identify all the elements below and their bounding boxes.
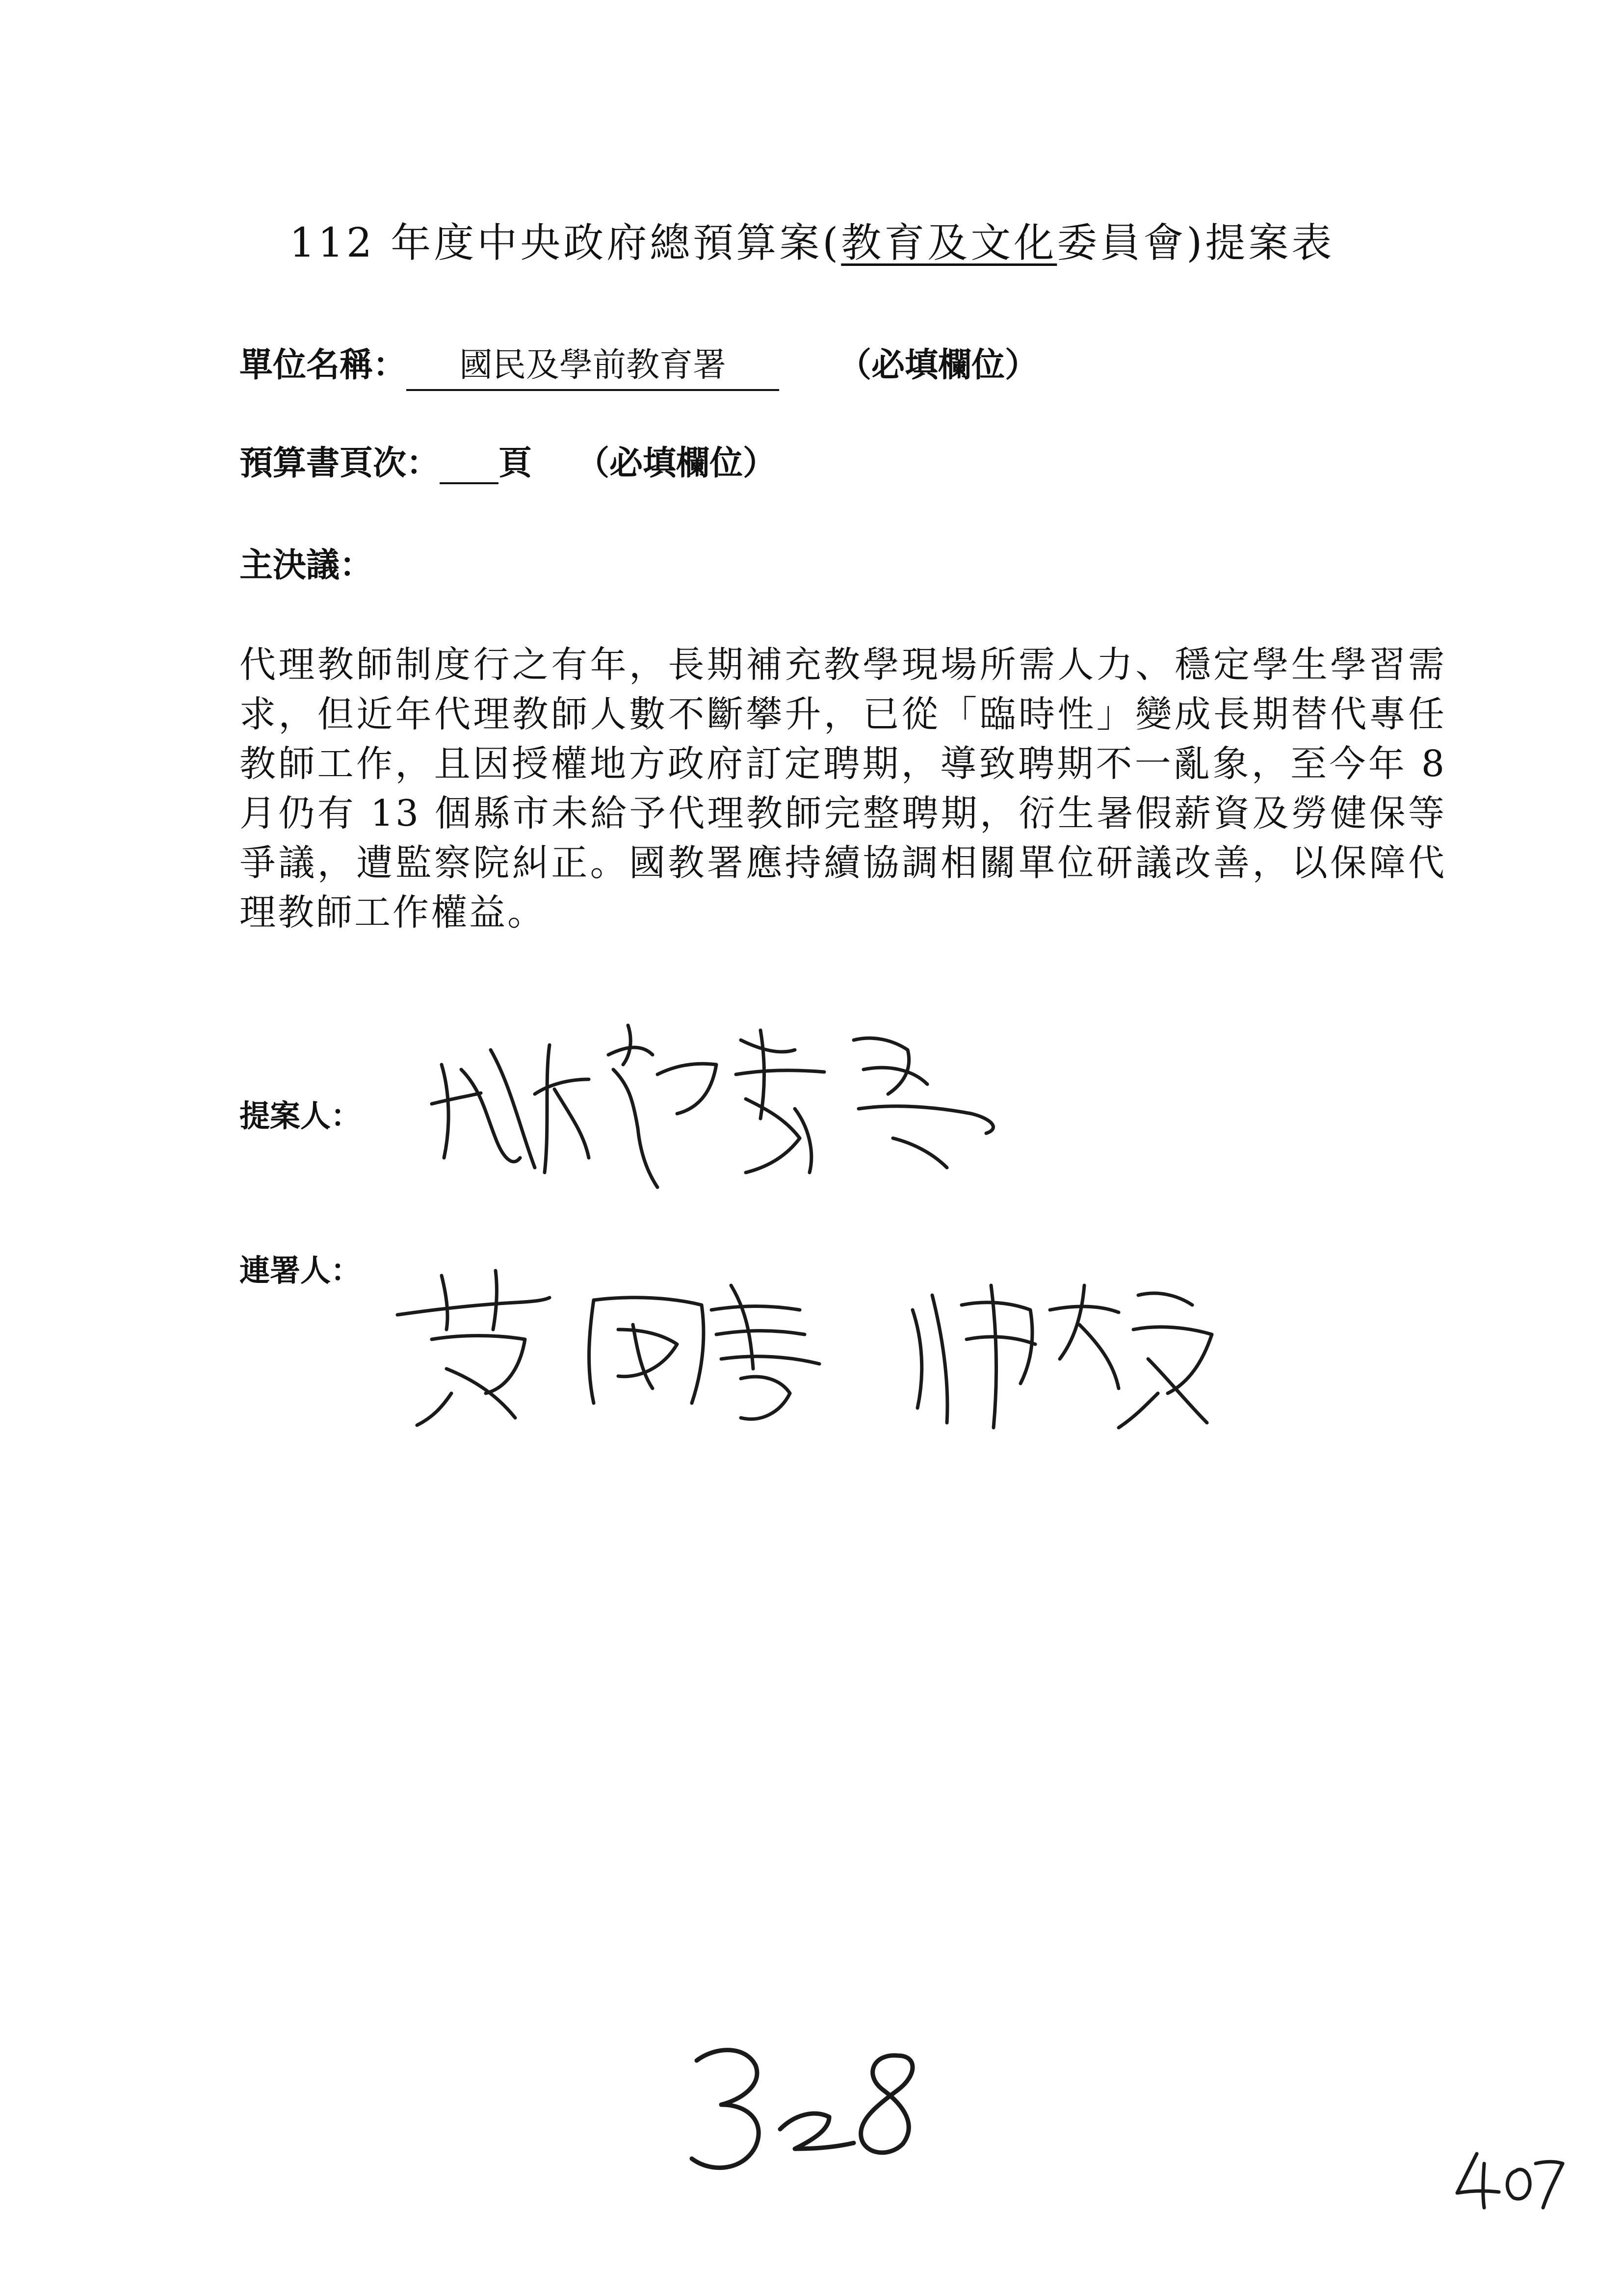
title-suffix: 委員會)提案表 <box>1057 220 1335 266</box>
proposer-signature <box>422 1011 1079 1217</box>
budget-page-field <box>239 437 776 484</box>
budget-page-value <box>440 444 498 484</box>
unit-name-label: 單位名稱： <box>239 346 407 385</box>
unit-name-required-note: （必填欄位） <box>838 346 1039 385</box>
unit-name-field <box>239 339 1038 391</box>
budget-page-unit: 頁 <box>498 444 532 483</box>
handwritten-page-number-407 <box>1452 2144 1565 2213</box>
cosigner-signature-1 <box>388 1256 854 1442</box>
title-prefix: 112 年度中央政府總預算案( <box>289 220 841 266</box>
resolution-text: 代理教師制度行之有年，長期補充教學現場所需人力、穩定學生學習需求，但近年代理教師人數不斷攀升，已從「臨時性」變成長期替代專任教師工作，且因授權地方政府訂定聘期，導致聘期不一亂象，至今年 8 月仍有 13 個縣市未給予代理教師完整聘期，衍生暑假薪資及勞健保等爭議，遭監察院糾正。國教署應持續協調相關單位研議改善，以保障代理教師工作權益。 <box>239 644 1446 934</box>
unit-name-value: 國民及學前教育署 <box>406 339 779 391</box>
cosigner-signature-2 <box>903 1266 1227 1442</box>
proposer-label: 提案人： <box>239 1098 362 1134</box>
budget-page-label: 預算書頁次： <box>239 444 440 483</box>
resolution-label: 主決議： <box>239 546 373 585</box>
cosigners-label: 連署人： <box>239 1252 362 1288</box>
document-title <box>0 211 1624 268</box>
handwritten-number-328 <box>682 2031 947 2178</box>
budget-page-required-note: （必填欄位） <box>576 444 777 483</box>
title-committee: 教育及文化 <box>841 220 1057 266</box>
